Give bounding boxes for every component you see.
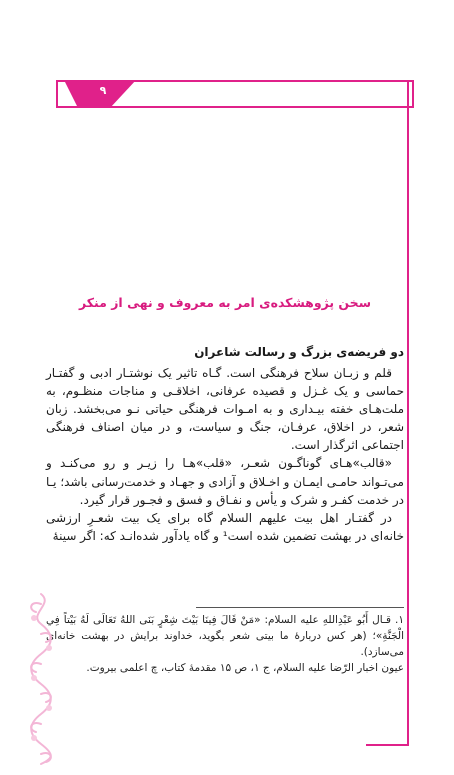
page-number: ۹ — [99, 84, 107, 97]
header-right-rule — [412, 80, 414, 108]
paragraph: «قالب»هـای گوناگـون شعـر، «قلب»هـا را زیـر و رو می‌کنـد و می‌تـواند حامـی ایمـان و اخـلاق و آزادی و جهـاد و خدمت‌رسانی باشد؛ یـا در خدمت کفـر و شرک و یأس و نفـاق و فسق و فجـور قرار گیرد. — [46, 456, 404, 507]
paragraph: قلم و زبـان سلاح فرهنگی است. گـاه تاثیر یک نوشتـار ادبی و گفتـار حماسی و یک غـزل و قصیده عرفانی، اخلاقـی و مناجات منظـوم، به ملت‌هـای خفته بیـداری و به امـوات فرهنگی حیاتی نـو می‌بخشد. زبان شعر، در اخلاق، عرفـان، جنگ و سیاست، و در میان اصناف فرهنگی اجتماعی اثرگذار است. — [46, 366, 404, 453]
footnote: ۱. قـال أَبُو عَبْدِاللهِ علیه السلام: «مَنْ قَالَ فِينَا بَيْتَ شِعْرٍ بَنَى اللهُ تَعَالَى لَهُ بَيْتاً فِي الْجَنَّةِ»؛ (هر کس درباره‌ٔ ما بیتی شعر بگوید، خداوند برایش در بهشت خانه‌ای می‌سازد). — [46, 614, 404, 658]
body-text — [46, 364, 404, 545]
footnote-source: عیون اخبار الرّضا علیه السلام، ج ۱، ص ۱۵ مقدمهٔ کتاب، چ اعلمی بیروت. — [86, 662, 404, 674]
section-subtitle: دو فریضه‌ی بزرگ و رسالت شاعران — [194, 345, 404, 359]
footnote-separator — [196, 607, 404, 608]
page-right-border — [407, 80, 409, 744]
section-title: سخن پژوهشکده‌ی امر به معروف و نهی از منکر — [79, 295, 371, 310]
page-bottom-tick — [366, 744, 409, 746]
header-left-rule — [56, 80, 58, 108]
footnotes — [46, 612, 404, 676]
paragraph: در گفتـار اهل بیت علیهم السلام گاه برای یک بیت شعـرِ ارزشی خانه‌ای در بهشت تضمین شده است¹ و گاه یادآور شده‌انـد که: اگر سینهٔ — [46, 510, 404, 543]
header-top-rule — [56, 80, 414, 82]
floral-ornament-icon — [24, 590, 58, 766]
header-bottom-rule — [56, 106, 414, 108]
